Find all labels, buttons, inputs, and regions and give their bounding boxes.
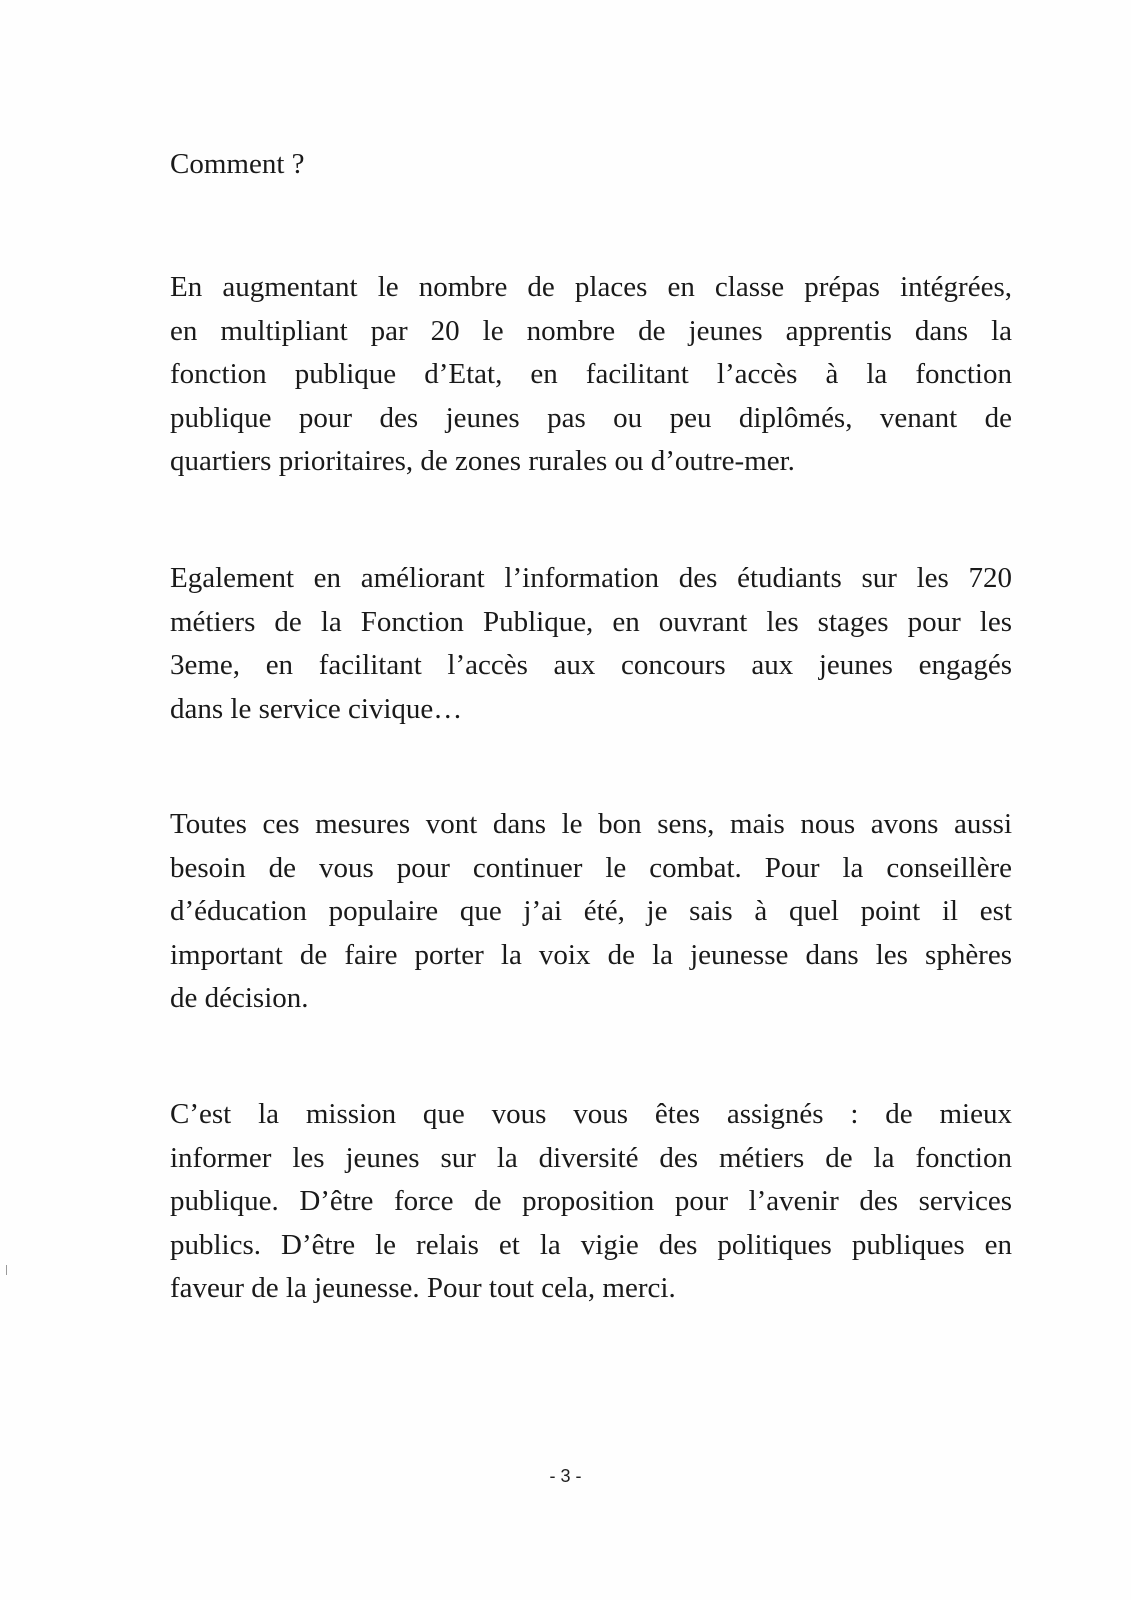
paragraph-line: 3eme, en facilitant l’accès aux concours aux jeunes engagés: [170, 649, 1012, 681]
paragraph-line: faveur de la jeunesse. Pour tout cela, merci.: [170, 1272, 676, 1304]
paragraph-line: besoin de vous pour continuer le combat. Pour la conseillère: [170, 851, 1012, 884]
paragraph-line: de décision.: [170, 982, 309, 1014]
paragraph-line: En augmentant le nombre de places en classe prépas intégrées,: [170, 271, 1012, 303]
paragraph-line: d’éducation populaire que j’ai été, je sais à quel point il est: [170, 895, 1012, 927]
paragraph-line: publique pour des jeunes pas ou peu diplômés, venant de: [170, 401, 1012, 434]
paragraph-line: informer les jeunes sur la diversité des métiers de la fonction: [170, 1141, 1012, 1174]
page-number: - 3 -: [549, 1466, 582, 1486]
paragraph-line: important de faire porter la voix de la jeunesse dans les sphères: [170, 938, 1012, 971]
paragraph-line: Toutes ces mesures vont dans le bon sens, mais nous avons aussi: [170, 808, 1012, 840]
paragraph-line: quartiers prioritaires, de zones rurales ou d’outre-mer.: [170, 445, 795, 477]
paragraph-line: publics. D’être le relais et la vigie des politiques publiques en: [170, 1228, 1012, 1261]
scan-margin-mark: [6, 1265, 7, 1275]
paragraph-combat: [170, 803, 1012, 1021]
paragraph-mission: [170, 1093, 1012, 1311]
paragraph-line: fonction publique d’Etat, en facilitant l’accès à la fonction: [170, 358, 1012, 390]
paragraph-line: en multipliant par 20 le nombre de jeunes apprentis dans la: [170, 314, 1012, 347]
paragraph-line: métiers de la Fonction Publique, en ouvrant les stages pour les: [170, 605, 1012, 638]
paragraph-line: dans le service civique…: [170, 692, 463, 725]
paragraph-line: Egalement en améliorant l’information des étudiants sur les 720: [170, 562, 1012, 594]
paragraph-measures: [170, 266, 1012, 484]
paragraph-line: C’est la mission que vous vous êtes assignés : de mieux: [170, 1098, 1012, 1130]
section-heading: Comment ?: [170, 148, 305, 180]
paragraph-line: publique. D’être force de proposition pour l’avenir des services: [170, 1185, 1012, 1217]
paragraph-information: [170, 557, 1012, 731]
